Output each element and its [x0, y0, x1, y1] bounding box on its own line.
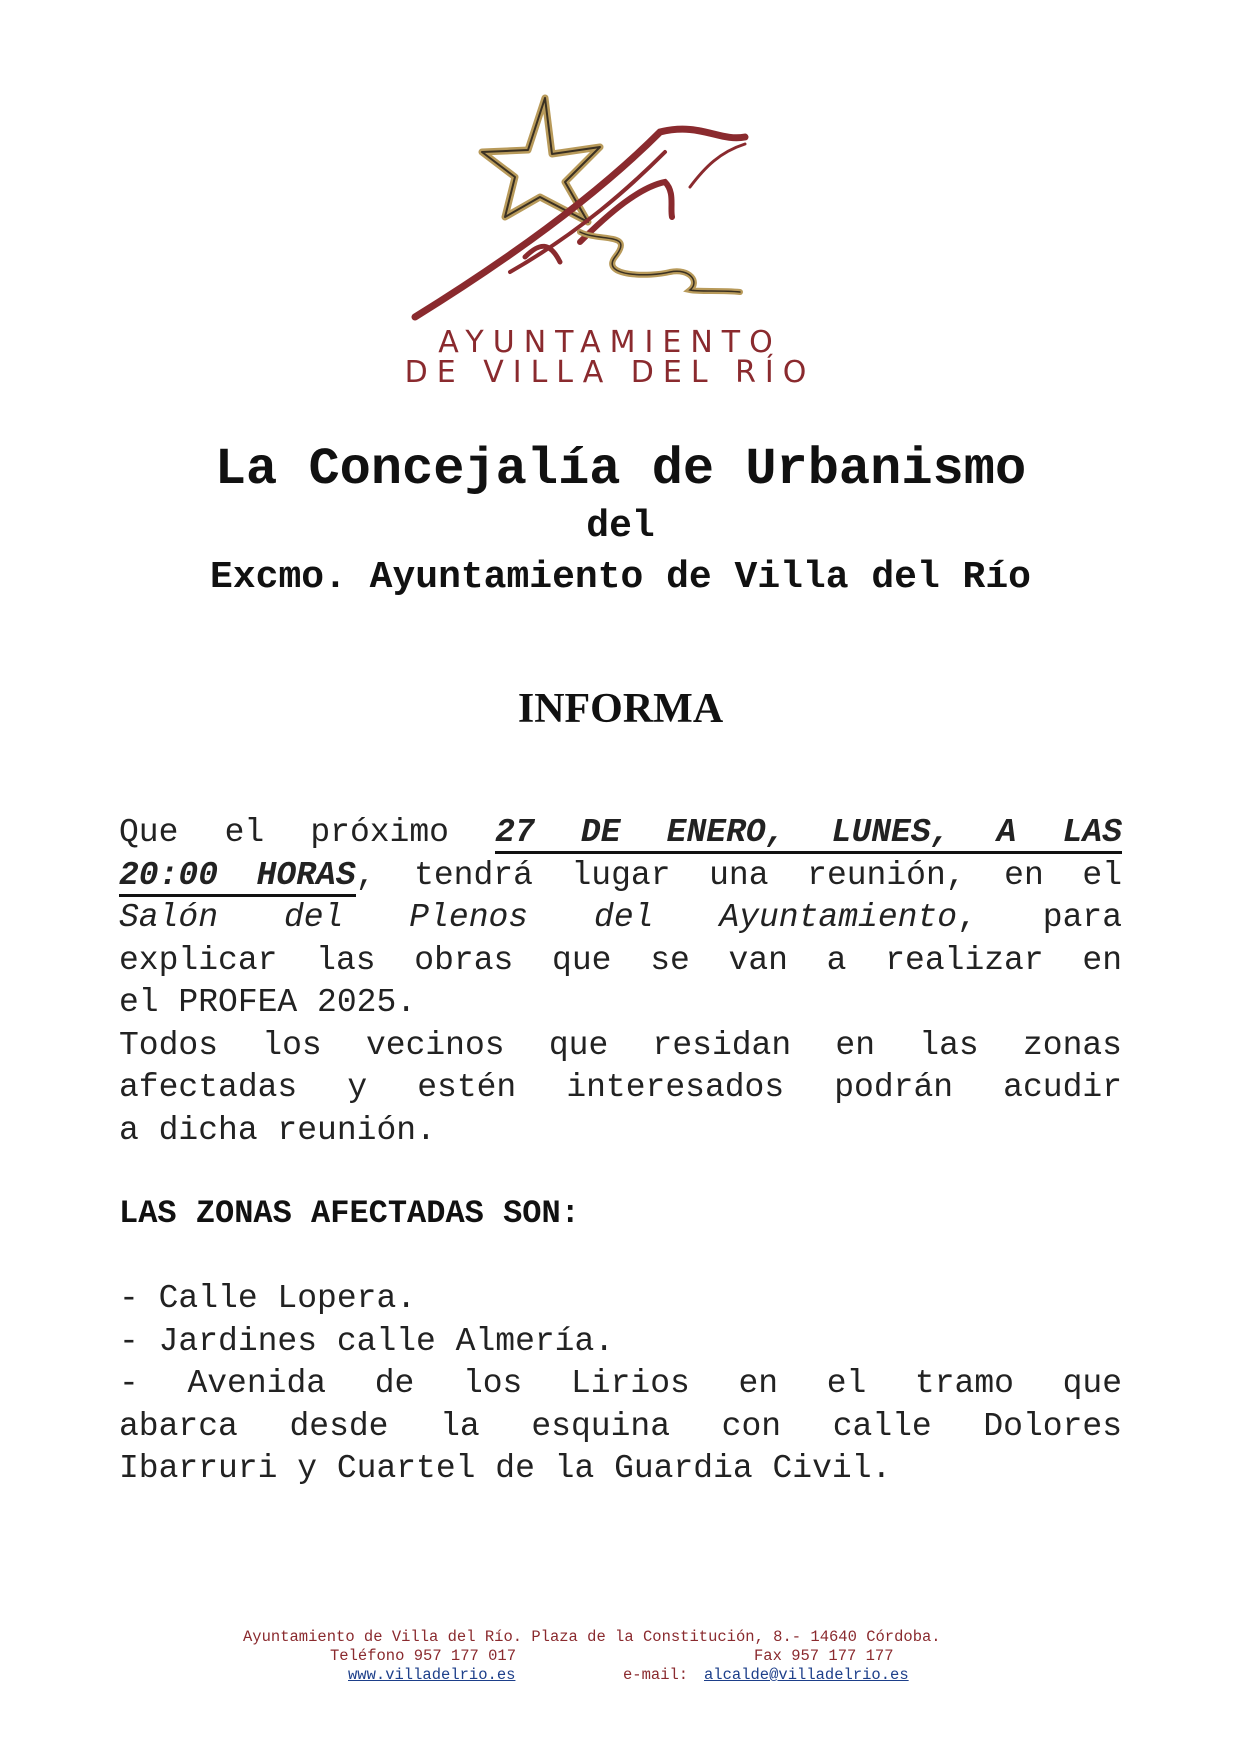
- meeting-time: 20:00 HORAS: [119, 857, 356, 897]
- footer-fax: Fax 957 177 177: [754, 1647, 894, 1665]
- title-connector: del: [586, 505, 655, 548]
- notice-line-7: afectadas y estén interesados podrán acudir: [119, 1069, 1122, 1106]
- zones-heading: LAS ZONAS AFECTADAS SON:: [119, 1195, 580, 1232]
- notice-line-3: [119, 897, 1122, 940]
- logo-text-line2: DE VILLA DEL RÍO: [404, 355, 816, 390]
- notice-paragraph: [119, 812, 1122, 1152]
- informa-heading: INFORMA: [517, 686, 724, 732]
- notice-line-4: explicar las obras que se van a realizar en: [119, 941, 1122, 979]
- list-item: - Avenida de los Lirios en el tramo que: [119, 1365, 1122, 1402]
- footer-website-link[interactable]: www.villadelrio.es: [348, 1666, 516, 1684]
- list-item: - Calle Lopera.: [119, 1280, 417, 1317]
- footer-phone: Teléfono 957 177 017: [330, 1647, 517, 1665]
- meeting-venue: Salón del Plenos del Ayuntamiento: [119, 899, 958, 936]
- notice-line-1: [119, 812, 1122, 855]
- list-item: - Jardines calle Almería.: [119, 1322, 615, 1360]
- organization-name: Excmo. Ayuntamiento de Villa del Río: [210, 556, 1031, 599]
- notice-line-5: el PROFEA 2025.: [119, 984, 417, 1021]
- notice-line-2: [119, 855, 1122, 898]
- logo-emblem-icon: [400, 92, 820, 322]
- notice-after-date: , tendrá lugar una reunión, en el: [355, 856, 1122, 894]
- meeting-date: 27 DE ENERO, LUNES, A LAS: [495, 814, 1122, 854]
- footer-email-label: e-mail:: [623, 1666, 689, 1684]
- zones-list: [119, 1278, 1122, 1491]
- footer-email-link[interactable]: alcalde@villadelrio.es: [704, 1666, 909, 1684]
- municipal-logo: [400, 92, 820, 392]
- footer-address: Ayuntamiento de Villa del Río. Plaza de la Constitución, 8.- 14640 Córdoba.: [243, 1628, 941, 1646]
- page-title: La Concejalía de Urbanismo: [214, 440, 1027, 499]
- logo-text-line1: AYUNTAMIENTO: [438, 325, 782, 360]
- notice-line-6: Todos los vecinos que residan en las zonas: [119, 1026, 1122, 1064]
- notice-intro: Que el próximo: [119, 814, 449, 851]
- notice-line-8: a dicha reunión.: [119, 1111, 436, 1149]
- list-item-continued: abarca desde la esquina con calle Dolores: [119, 1407, 1122, 1445]
- notice-after-venue: , para: [957, 899, 1122, 936]
- list-item-continued: Ibarruri y Cuartel de la Guardia Civil.: [119, 1450, 892, 1487]
